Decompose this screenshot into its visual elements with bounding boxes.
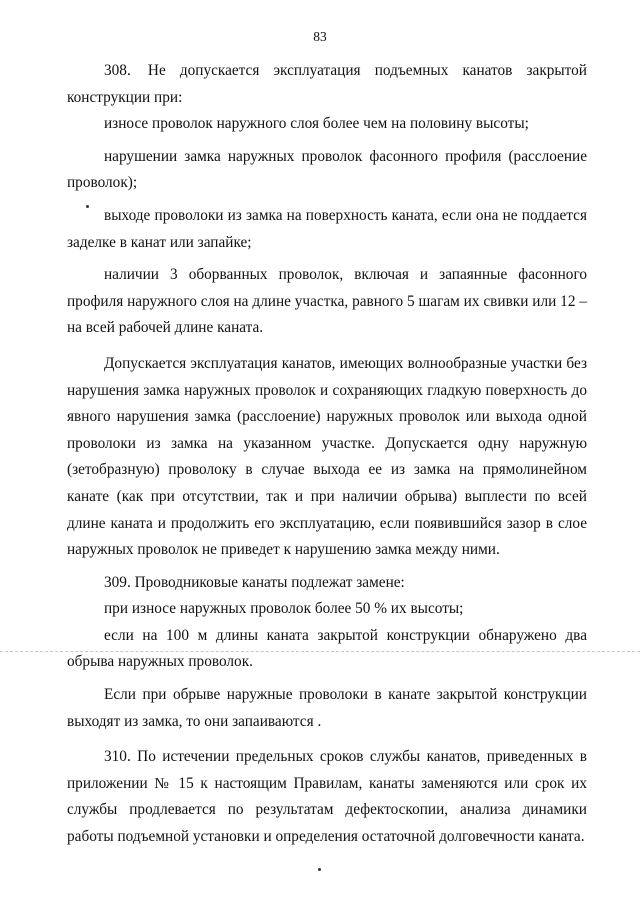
paragraph: Если при обрыве наружные проволоки в канате закрытой конструкции выходят из замка, то они запаиваются . <box>67 686 587 730</box>
paragraph: выходе проволоки из замка на поверхность каната, если она не поддается заделке в канат или запайке; <box>67 206 587 251</box>
paragraph: наличии 3 оборванных проволок, включая и запаянные фасонного профиля наружного слоя на длине участка, равного 5 шагам их свивки или 12 – на всей рабочей длине каната. <box>67 266 587 337</box>
clause-number: 308. <box>104 62 131 79</box>
document-body <box>67 58 587 851</box>
paragraph: если на 100 м длины каната закрытой конструкции обнаружено два обрыва наружных проволок. <box>67 626 587 671</box>
paragraph-310: 310. По истечении предельных сроков службы канатов, приведенных в приложении № 15 к настоящим Правилам, канаты заменяются или срок их службы продлевается по результатам дефектоскопии, анализа динамики работы подъемной установки и определения остаточной долговечности каната. <box>67 748 587 846</box>
paragraph-309: 309. Проводниковые канаты подлежат замене: <box>104 573 405 591</box>
paragraph-text: Не допускается эксплуатация подъемных канатов закрытой конструкции при: <box>67 62 587 106</box>
scan-speck <box>318 868 321 871</box>
scan-artifact-line <box>0 651 640 652</box>
paragraph: износе проволок наружного слоя более чем на половину высоты; <box>104 115 529 133</box>
paragraph: нарушении замка наружных проволок фасонного профиля (расслоение проволок); <box>67 147 587 192</box>
paragraph: при износе наружных проволок более 50 % их высоты; <box>104 600 464 618</box>
paragraph: Допускается эксплуатация канатов, имеющих волнообразные участки без нарушения замка наружных проволок и сохраняющих гладкую поверхность до явного нарушения замка (расслоение) наружных проволок или выхода одной проволоки из замка на указанном участке. Допускается одну наружную (зетобразную) проволоку в случае выхода ее из замка на прямолинейном канате (как при отсутствии, так и при наличии обрыва) выплести по всей длине каната и продолжить его эксплуатацию, если появившийся зазор в слое наружных проволок не приведет к нарушению замка между ними. <box>67 354 587 559</box>
paragraph-308 <box>67 58 587 111</box>
page-number: 83 <box>313 29 327 44</box>
scan-speck <box>86 205 89 208</box>
